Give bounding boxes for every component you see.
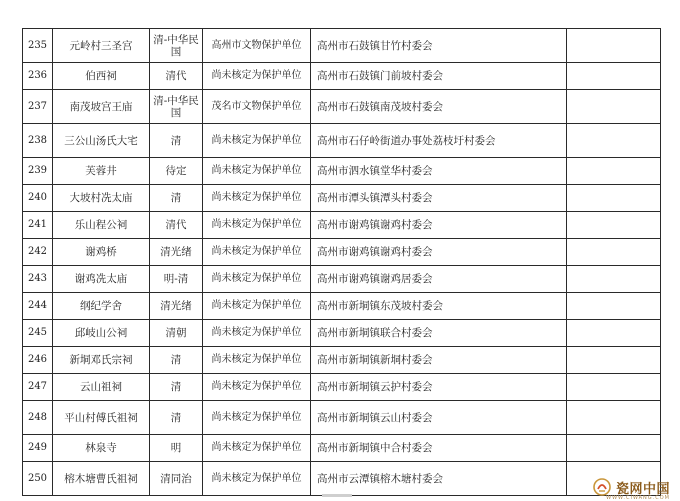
protection-level: 尚未核定为保护单位	[203, 212, 311, 239]
row-number: 249	[23, 435, 53, 462]
table-row	[23, 158, 661, 185]
row-number: 244	[23, 293, 53, 320]
row-number: 240	[23, 185, 53, 212]
site-address: 高州市新垌镇中合村委会	[311, 435, 567, 462]
site-era: 明	[150, 435, 203, 462]
row-number: 237	[23, 90, 53, 124]
site-address: 高州市石仔岭街道办事处荔枝圩村委会	[311, 124, 567, 158]
remark-cell	[567, 293, 661, 320]
protection-level: 尚未核定为保护单位	[203, 347, 311, 374]
heritage-sites-table	[22, 28, 661, 496]
row-number: 236	[23, 63, 53, 90]
site-name: 邱岐山公祠	[53, 320, 150, 347]
site-name: 芙蓉井	[53, 158, 150, 185]
row-number: 250	[23, 462, 53, 496]
site-address: 高州市云潭镇榕木塘村委会	[311, 462, 567, 496]
remark-cell	[567, 185, 661, 212]
site-address: 高州市石鼓镇甘竹村委会	[311, 29, 567, 63]
remark-cell	[567, 374, 661, 401]
row-number: 243	[23, 266, 53, 293]
table-row	[23, 435, 661, 462]
protection-level: 尚未核定为保护单位	[203, 266, 311, 293]
site-era: 明-清	[150, 266, 203, 293]
site-era: 清-中华民国	[150, 29, 203, 63]
protection-level: 高州市文物保护单位	[203, 29, 311, 63]
porcelain-logo-icon	[592, 477, 612, 497]
protection-level: 尚未核定为保护单位	[203, 435, 311, 462]
site-name: 元岭村三圣宫	[53, 29, 150, 63]
site-address: 高州市新垌镇云护村委会	[311, 374, 567, 401]
site-watermark	[592, 477, 670, 497]
site-era: 清光绪	[150, 239, 203, 266]
site-address: 高州市石鼓镇南茂坡村委会	[311, 90, 567, 124]
site-name: 谢鸡冼太庙	[53, 266, 150, 293]
site-era: 清	[150, 374, 203, 401]
remark-cell	[567, 239, 661, 266]
remark-cell	[567, 90, 661, 124]
site-address: 高州市谢鸡镇谢鸡村委会	[311, 212, 567, 239]
site-address: 高州市新垌镇联合村委会	[311, 320, 567, 347]
table-row	[23, 212, 661, 239]
row-number: 248	[23, 401, 53, 435]
table-row	[23, 63, 661, 90]
row-number: 247	[23, 374, 53, 401]
table-row	[23, 347, 661, 374]
table-row	[23, 401, 661, 435]
remark-cell	[567, 320, 661, 347]
remark-cell	[567, 212, 661, 239]
remark-cell	[567, 124, 661, 158]
row-number: 241	[23, 212, 53, 239]
table-body	[23, 29, 661, 496]
site-name: 云山祖祠	[53, 374, 150, 401]
site-name: 乐山程公祠	[53, 212, 150, 239]
site-name: 三公山汤氏大宅	[53, 124, 150, 158]
site-era: 清	[150, 347, 203, 374]
table-row	[23, 185, 661, 212]
site-era: 清光绪	[150, 293, 203, 320]
row-number: 242	[23, 239, 53, 266]
protection-level: 尚未核定为保护单位	[203, 293, 311, 320]
site-address: 高州市新垌镇东茂坡村委会	[311, 293, 567, 320]
site-name: 平山村傅氏祖祠	[53, 401, 150, 435]
protection-level: 尚未核定为保护单位	[203, 462, 311, 496]
remark-cell	[567, 435, 661, 462]
row-number: 239	[23, 158, 53, 185]
remark-cell	[567, 347, 661, 374]
row-number: 235	[23, 29, 53, 63]
protection-level: 尚未核定为保护单位	[203, 63, 311, 90]
site-era: 清	[150, 185, 203, 212]
site-name: 谢鸡桥	[53, 239, 150, 266]
watermark-url: WWW.CIWANG.COM	[606, 495, 670, 501]
site-name: 纲纪学舍	[53, 293, 150, 320]
table-row	[23, 29, 661, 63]
site-era: 待定	[150, 158, 203, 185]
row-number: 245	[23, 320, 53, 347]
protection-level: 尚未核定为保护单位	[203, 320, 311, 347]
row-number: 246	[23, 347, 53, 374]
site-name: 新垌邓氏宗祠	[53, 347, 150, 374]
table-row	[23, 293, 661, 320]
site-era: 清同治	[150, 462, 203, 496]
site-era: 清	[150, 401, 203, 435]
table-row	[23, 462, 661, 496]
remark-cell	[567, 63, 661, 90]
watermark-text: 瓷网中国	[615, 481, 670, 497]
protection-level: 尚未核定为保护单位	[203, 158, 311, 185]
site-address: 高州市谢鸡镇谢鸡居委会	[311, 266, 567, 293]
protection-level: 尚未核定为保护单位	[203, 185, 311, 212]
site-name: 大坡村冼太庙	[53, 185, 150, 212]
table-row	[23, 90, 661, 124]
protection-level: 尚未核定为保护单位	[203, 124, 311, 158]
site-era: 清	[150, 124, 203, 158]
table-row	[23, 239, 661, 266]
table-row	[23, 266, 661, 293]
page-footer-mark	[322, 494, 352, 497]
site-era: 清-中华民国	[150, 90, 203, 124]
protection-level: 尚未核定为保护单位	[203, 374, 311, 401]
row-number: 238	[23, 124, 53, 158]
site-name: 伯西祠	[53, 63, 150, 90]
site-era: 清代	[150, 63, 203, 90]
site-name: 林泉寺	[53, 435, 150, 462]
site-era: 清代	[150, 212, 203, 239]
protection-level: 尚未核定为保护单位	[203, 401, 311, 435]
remark-cell	[567, 401, 661, 435]
site-address: 高州市泗水镇堂华村委会	[311, 158, 567, 185]
site-era: 清朝	[150, 320, 203, 347]
protection-level: 尚未核定为保护单位	[203, 239, 311, 266]
protection-level: 茂名市文物保护单位	[203, 90, 311, 124]
site-address: 高州市谢鸡镇谢鸡村委会	[311, 239, 567, 266]
remark-cell	[567, 266, 661, 293]
site-address: 高州市新垌镇云山村委会	[311, 401, 567, 435]
site-address: 高州市潭头镇潭头村委会	[311, 185, 567, 212]
site-address: 高州市石鼓镇门前坡村委会	[311, 63, 567, 90]
remark-cell	[567, 158, 661, 185]
table-row	[23, 320, 661, 347]
table-row	[23, 124, 661, 158]
site-name: 榕木塘曹氏祖祠	[53, 462, 150, 496]
site-name: 南茂坡宫王庙	[53, 90, 150, 124]
site-address: 高州市新垌镇新垌村委会	[311, 347, 567, 374]
table-row	[23, 374, 661, 401]
remark-cell	[567, 29, 661, 63]
